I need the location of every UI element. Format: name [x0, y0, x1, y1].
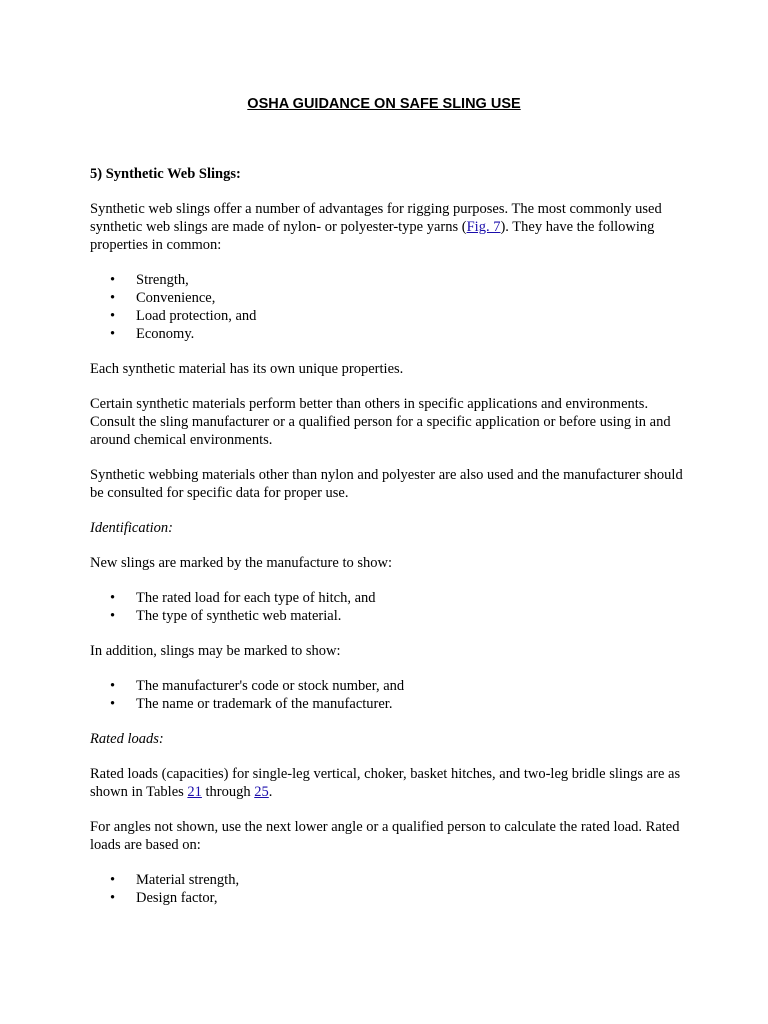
rated-loads-text-1: Rated loads (capacities) for single-leg vertical, choker, basket hitches, and two-leg bridle slings are as shown in Tables	[90, 766, 681, 800]
rated-loads-text-3: .	[268, 784, 273, 800]
specific-applications-paragraph: Certain synthetic materials perform better than others in specific applications and environments. Consult the sling manufacturer or a qualified person for a specific application or before using in and around chemical environments.	[90, 396, 671, 448]
other-materials-paragraph: Synthetic webbing materials other than nylon and polyester are also used and the manufacturer should be consulted for specific data for proper use.	[90, 467, 683, 501]
rated-loads-heading: Rated loads:	[90, 731, 164, 747]
bullet-icon: •	[110, 590, 116, 606]
section-heading: 5) Synthetic Web Slings:	[90, 166, 241, 182]
fig-7-link[interactable]: Fig. 7	[466, 219, 501, 235]
new-slings-paragraph: New slings are marked by the manufacture to show:	[90, 555, 392, 571]
identification-heading: Identification:	[90, 520, 173, 536]
list-item	[90, 889, 690, 907]
in-addition-paragraph: In addition, slings may be marked to show:	[90, 643, 341, 659]
bullet-icon: •	[110, 308, 116, 324]
required-markings-list	[90, 589, 690, 625]
bullet-icon: •	[110, 326, 116, 342]
list-item-text: Strength,	[136, 272, 189, 288]
bullet-icon: •	[110, 890, 116, 906]
list-item-text: Load protection, and	[136, 308, 257, 324]
page-title: OSHA GUIDANCE ON SAFE SLING USE	[247, 96, 521, 112]
rated-loads-paragraph	[90, 765, 690, 801]
list-item-text: Design factor,	[136, 890, 218, 906]
rated-loads-text-2: through	[201, 784, 255, 800]
bullet-icon: •	[110, 290, 116, 306]
bullet-icon: •	[110, 272, 116, 288]
list-item	[90, 325, 690, 343]
table-21-link[interactable]: 21	[187, 784, 202, 800]
bullet-icon: •	[110, 608, 116, 624]
list-item-text: The rated load for each type of hitch, and	[136, 590, 376, 606]
intro-paragraph	[90, 200, 690, 254]
list-item	[90, 695, 690, 713]
table-25-link[interactable]: 25	[254, 784, 269, 800]
properties-list	[90, 271, 690, 343]
bullet-icon: •	[110, 872, 116, 888]
intro-text-1: Synthetic web slings offer a number of advantages for rigging purposes. The most commonly used synthetic web slings are made of nylon- or polyester-type yarns (	[90, 201, 662, 235]
list-item-text: Economy.	[136, 326, 195, 342]
intro-text-2: ). They have the following properties in common:	[90, 219, 655, 253]
angles-paragraph: For angles not shown, use the next lower angle or a qualified person to calculate the rated load. Rated loads are based on:	[90, 819, 680, 853]
bullet-icon: •	[110, 696, 116, 712]
list-item	[90, 307, 690, 325]
list-item	[90, 289, 690, 307]
bullet-icon: •	[110, 678, 116, 694]
list-item-text: Material strength,	[136, 872, 240, 888]
list-item	[90, 677, 690, 695]
document-body	[90, 165, 690, 924]
list-item	[90, 589, 690, 607]
unique-properties-paragraph: Each synthetic material has its own unique properties.	[90, 361, 404, 377]
list-item	[90, 871, 690, 889]
list-item-text: Convenience,	[136, 290, 216, 306]
list-item-text: The type of synthetic web material.	[136, 608, 342, 624]
list-item	[90, 607, 690, 625]
based-on-list	[90, 871, 690, 907]
list-item-text: The manufacturer's code or stock number, and	[136, 678, 405, 694]
optional-markings-list	[90, 677, 690, 713]
list-item	[90, 271, 690, 289]
list-item-text: The name or trademark of the manufacturer.	[136, 696, 393, 712]
